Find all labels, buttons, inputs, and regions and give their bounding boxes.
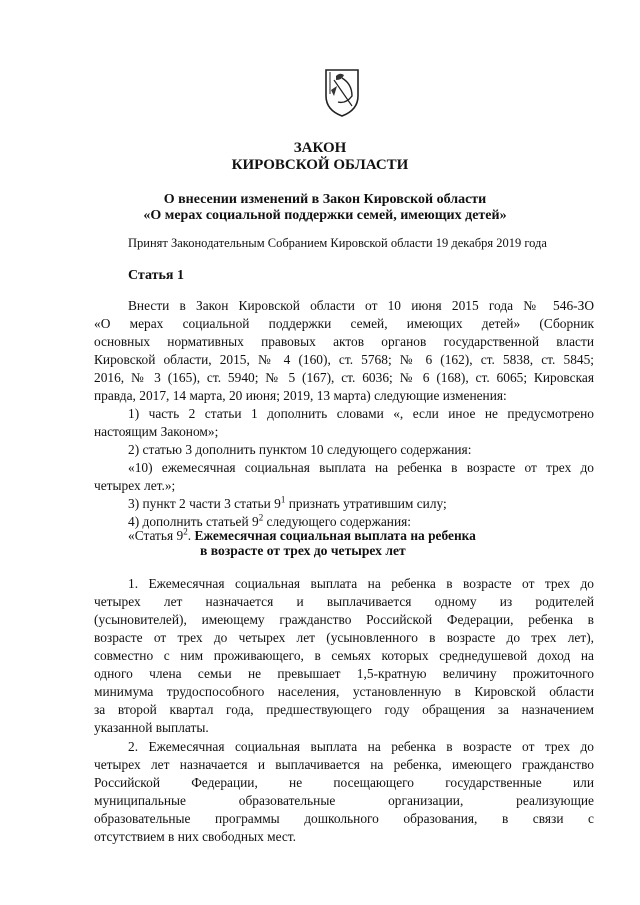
new-article-title: Ежемесячная социальная выплата на ребенка: [191, 528, 476, 543]
text-line: четырех лет назначается и выплачивается на ребенка, имеющего гражданство: [94, 757, 594, 772]
item-3-rest: признать утратившим силу;: [285, 496, 447, 511]
text-line: одного члена семьи не превышает 1,5-кратную величину прожиточного: [94, 666, 594, 681]
text-line: 2. Ежемесячная социальная выплата на ребенка в возрасте от трех до: [128, 739, 594, 754]
text-line: указанной выплаты.: [94, 720, 209, 735]
text-line: возрасте от трех до четырех лет (усыновленного в возрасте до трех лет),: [94, 630, 594, 645]
item-3-text: 3) пункт 2 части 3 статьи 9: [128, 496, 281, 511]
superscript: 2: [183, 527, 188, 537]
text-line: за второй квартал года, предшествующего году обращения за назначением: [94, 702, 594, 717]
text-line: четырех лет.»;: [94, 478, 176, 493]
text-line: 2016, № 3 (165), ст. 5940; № 5 (167), ст. 6036; № 6 (168), ст. 6065; Кировская: [94, 370, 594, 385]
text-line: правда, 2017, 14 марта, 20 июня; 2019, 13 марта) следующие изменения:: [94, 388, 507, 403]
text-line: минимума трудоспособного населения, установленную в Кировской области: [94, 684, 594, 699]
item-3-line: [128, 495, 628, 512]
text-line: отсутствием в них свободных мест.: [94, 829, 297, 844]
new-article-dot: .: [187, 528, 192, 543]
text-line: основных нормативных правовых актов органов государственной власти: [94, 334, 594, 349]
superscript: 2: [258, 513, 264, 523]
law-title: ЗАКОН: [293, 140, 347, 156]
text-line: (усыновителей), имеющему гражданство Российской Федерации, ребенка в: [94, 612, 594, 627]
text-line: образовательные программы дошкольного образования, в связи с: [94, 811, 594, 826]
text-line: «10) ежемесячная социальная выплата на ребенка в возрасте от трех до: [128, 460, 594, 475]
article-heading: Статья 1: [128, 268, 184, 283]
text-line: 1. Ежемесячная социальная выплата на ребенка в возрасте от трех до: [128, 576, 594, 591]
text-line: Внести в Закон Кировской области от 10 июня 2015 года № 546-ЗО: [128, 298, 594, 313]
text-line: 1) часть 2 статьи 1 дополнить словами «, если иное не предусмотрено: [128, 406, 594, 421]
law-region: КИРОВСКОЙ ОБЛАСТИ: [231, 157, 409, 173]
text-line: совместно с ним проживающего, в семьях которых среднедушевой доход на: [94, 648, 594, 663]
text-line: Российской Федерации, не посещающего государственные или: [94, 775, 594, 790]
text-line: 2) статью 3 дополнить пунктом 10 следующего содержания:: [128, 442, 472, 457]
text-line: настоящим Законом»;: [94, 424, 219, 439]
text-line: Кировской области, 2015, № 4 (160), ст. 5768; № 6 (162), ст. 5838, ст. 5845;: [94, 352, 594, 367]
text-line: муниципальные образовательные организации, реализующие: [94, 793, 594, 808]
new-article-title-2: в возрасте от трех до четырех лет: [200, 543, 406, 558]
text-line: четырех лет назначается и выплачивается одному из родителей: [94, 594, 594, 609]
coat-of-arms-icon: [322, 66, 362, 118]
law-subtitle-line-1: О внесении изменений в Закон Кировской области: [163, 192, 487, 207]
new-article-heading: [128, 527, 628, 544]
new-article-prefix: «Статья 9: [128, 528, 184, 543]
adoption-note: Принят Законодательным Собранием Кировской области 19 декабря 2019 года: [128, 236, 547, 250]
item-4-text: 4) дополнить статьей 9: [128, 514, 259, 529]
text-line: «О мерах социальной поддержки семей, имеющих детей» (Сборник: [94, 316, 594, 331]
law-subtitle-line-2: «О мерах социальной поддержки семей, имеющих детей»: [143, 208, 507, 223]
item-4-rest: следующего содержания:: [263, 514, 412, 529]
superscript: 1: [280, 495, 286, 505]
